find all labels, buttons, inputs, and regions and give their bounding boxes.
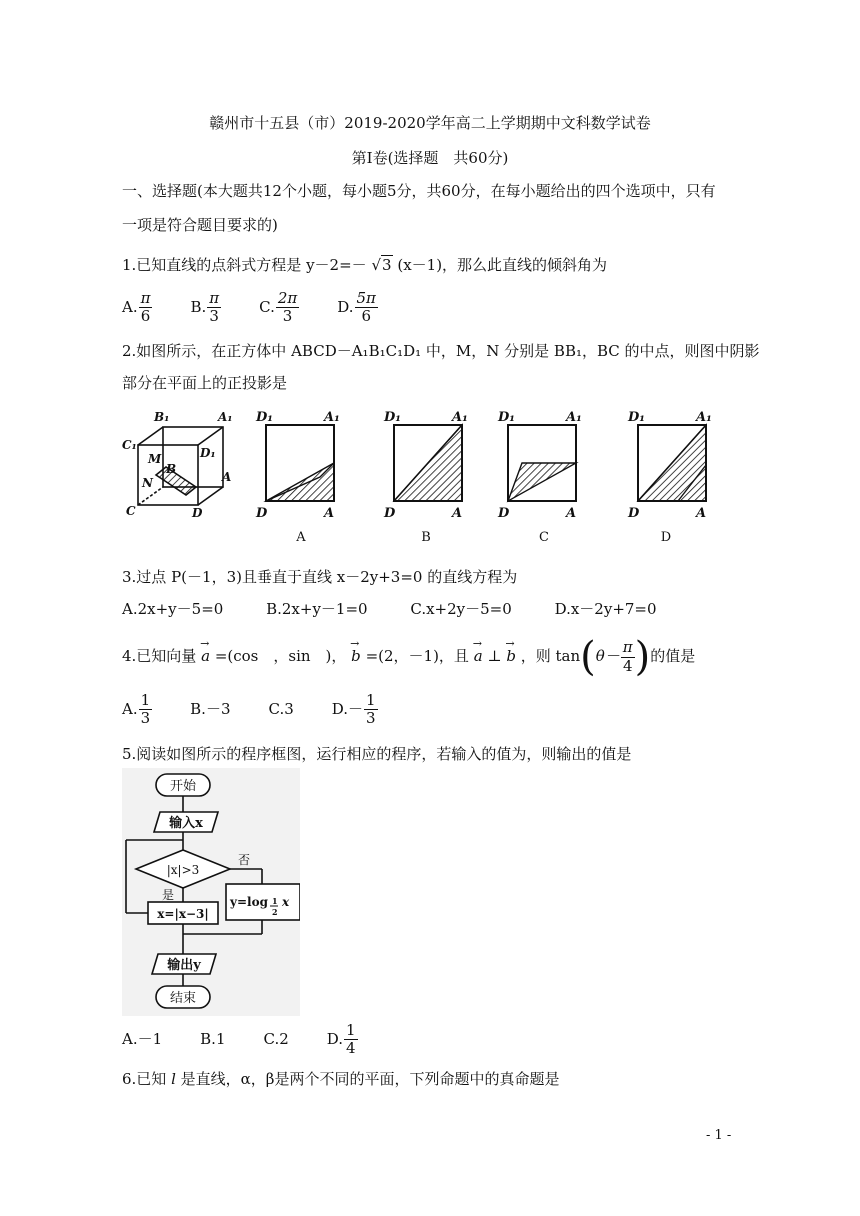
- cube-label-b1: B₁: [154, 410, 170, 424]
- q5-options: [122, 1022, 396, 1058]
- vector-a: → a: [201, 632, 210, 680]
- q5-flowchart: [122, 768, 300, 1016]
- q3-option-b: B.2x+y－1=0: [266, 600, 368, 618]
- vector-a-2: → a: [474, 632, 483, 680]
- sq-c-a: A: [566, 506, 577, 521]
- choice-label-d: D: [660, 530, 672, 545]
- sqrt-expression: √3: [371, 256, 392, 274]
- q4-option-b: B.－3: [190, 699, 231, 718]
- sq-c-d: D: [498, 506, 510, 521]
- q6-l: l: [171, 1070, 176, 1088]
- q6-text-after: 是直线，α，β是两个不同的平面，下列命题中的真命题是: [175, 1070, 560, 1088]
- q1-option-d: D. $\frac{5\pi}{6}$: [337, 289, 376, 326]
- q1-option-c: C. $\frac{2\pi}{3}$: [259, 289, 298, 326]
- q5-option-a: A.－1: [122, 1029, 163, 1048]
- sq-c-a1: A₁: [566, 410, 582, 425]
- flow-no: 否: [238, 853, 251, 867]
- flow-log-right: x: [282, 895, 290, 909]
- page-number: - 1 -: [706, 1128, 732, 1143]
- sq-b-a1: A₁: [452, 410, 468, 425]
- cube-label-c1: C₁: [122, 438, 137, 452]
- flow-output: 输出y: [167, 958, 201, 973]
- page-subtitle: 第Ⅰ卷(选择题 共60分): [351, 149, 509, 167]
- projection-choice-a: [255, 410, 340, 545]
- projection-choice-b: [383, 410, 468, 545]
- choice-label-a: A: [296, 530, 306, 545]
- q5-option-b: B.1: [200, 1029, 226, 1048]
- q4-options: [122, 692, 416, 728]
- sq-b-d1: D₁: [384, 410, 401, 425]
- flow-log-left: y=log: [230, 895, 268, 909]
- flow-log-sub-den: 2: [272, 907, 278, 917]
- vector-b: → b: [351, 632, 361, 680]
- q3-option-c: C.x+2y－5=0: [410, 600, 512, 618]
- section-heading-line1: 一、选择题(本大题共12个小题，每小题5分，共60分，在每小题给出的四个选项中，只有: [122, 182, 716, 200]
- q4-eq2: =(2，－1)，且: [365, 647, 469, 665]
- projection-choice-c: [497, 410, 582, 545]
- q5-option-d: D. $\frac{1}{4}$: [326, 1021, 356, 1058]
- sq-a-d: D: [256, 506, 268, 521]
- choice-label-b: B: [421, 530, 431, 545]
- flow-end: 结束: [169, 991, 197, 1006]
- sq-a-a: A: [324, 506, 335, 521]
- vector-b-2: → b: [506, 632, 516, 680]
- cube-label-a: A: [222, 470, 232, 484]
- q1-option-a: A. $\frac{\pi}{6}$: [122, 289, 151, 326]
- flow-assign: x=|x−3|: [157, 907, 209, 921]
- q4-option-a: A. $\frac{1}{3}$: [122, 691, 151, 728]
- flow-log-sub-num: 1: [272, 896, 278, 906]
- sq-d-d: D: [628, 506, 640, 521]
- q4-eq1: =(cos ，sin )，: [214, 647, 347, 665]
- question-3: 3.过点 P(－1，3)且垂直于直线 x－2y+3=0 的直线方程为: [122, 568, 518, 586]
- sq-d-d1: D₁: [628, 410, 645, 425]
- sq-d-a: A: [696, 506, 707, 521]
- cube-label-c: C: [126, 504, 136, 518]
- q1-option-b: B. $\frac{\pi}{3}$: [190, 289, 220, 326]
- page-title: 赣州市十五县（市）2019-2020学年高二上学期期中文科数学试卷: [209, 114, 651, 132]
- projection-choice-d: [627, 410, 712, 545]
- q4-option-c: C.3: [268, 699, 294, 718]
- flow-condition: |x|>3: [166, 863, 200, 877]
- q1-text-after: (x－1)，那么此直线的倾斜角为: [397, 256, 608, 274]
- cube-label-n: N: [142, 476, 153, 490]
- cube-label-m: M: [148, 452, 162, 466]
- question-6: [122, 1068, 559, 1089]
- q3-option-d: D.x－2y+7=0: [554, 600, 657, 618]
- q4-option-d: D.－ $\frac{1}{3}$: [331, 691, 376, 728]
- flow-start: 开始: [169, 779, 197, 794]
- sq-c-d1: D₁: [498, 410, 515, 425]
- q2-figure: [118, 405, 728, 550]
- question-1: [122, 254, 607, 275]
- flow-yes: 是: [162, 888, 175, 902]
- sq-b-a: A: [452, 506, 463, 521]
- q3-option-a: A.2x+y－5=0: [122, 600, 224, 618]
- q3-options: [122, 598, 695, 619]
- cube-label-a1: A₁: [218, 410, 233, 424]
- question-2-line1: 2.如图所示，在正方体中 ABCD－A₁B₁C₁D₁ 中，M，N 分别是 BB₁，BC 的中点，则图中阴影: [122, 342, 760, 360]
- cube-label-b: B: [166, 462, 177, 476]
- q6-text-before: 6.已知: [122, 1070, 172, 1088]
- choice-label-c: C: [539, 530, 549, 545]
- perp-symbol: ⊥: [487, 647, 502, 665]
- cube-label-d: D: [192, 506, 203, 520]
- cube-label-d1: D₁: [200, 446, 216, 460]
- question-4: 4.已知向量 → a =(cos ，sin )， → b =(2，－1)，且 → a ⊥ → b ，则 tan(θ－ $\frac{\pi}{4}$ )的值是: [122, 632, 695, 680]
- q1-text-before: 1.已知直线的点斜式方程是 y－2=－: [122, 256, 367, 274]
- cube-diagram: [138, 427, 223, 505]
- sq-d-a1: A₁: [696, 410, 712, 425]
- q5-option-c: C.2: [263, 1029, 289, 1048]
- q4-then: ，则 tan: [520, 647, 581, 665]
- q1-options: [122, 290, 416, 326]
- q4-end: 的值是: [650, 647, 696, 665]
- flow-input: 输入x: [169, 816, 203, 831]
- section-heading-line2: 一项是符合题目要求的): [122, 216, 278, 234]
- sq-b-d: D: [384, 506, 396, 521]
- question-2-line2: 部分在平面上的正投影是: [122, 374, 288, 392]
- q4-theta: θ－: [595, 647, 620, 665]
- sq-a-d1: D₁: [256, 410, 273, 425]
- sq-a-a1: A₁: [324, 410, 340, 425]
- q4-text-start: 4.已知向量: [122, 647, 197, 665]
- question-5: 5.阅读如图所示的程序框图，运行相应的程序，若输入的值为，则输出的值是: [122, 745, 632, 763]
